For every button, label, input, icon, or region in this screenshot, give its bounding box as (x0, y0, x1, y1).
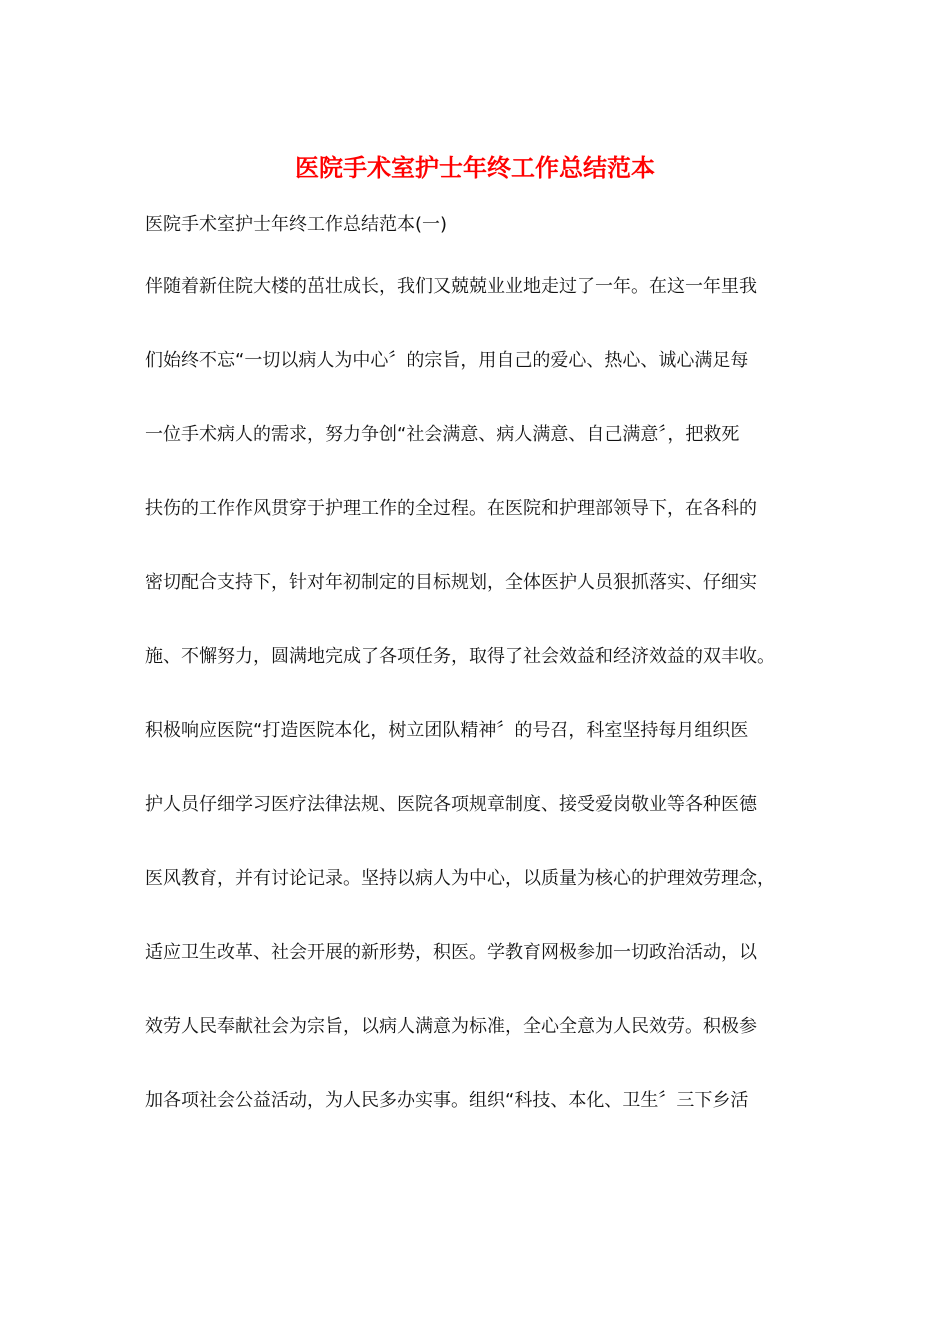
body-line: 积极响应医院“打造医院本化，树立团队精神〞的号召，科室坚持每月组织医 (145, 720, 749, 741)
body-line: 加各项社会公益活动，为人民多办实事。组织“科技、本化、卫生〞三下乡活 (145, 1090, 749, 1111)
body-line: 密切配合支持下，针对年初制定的目标规划，全体医护人员狠抓落实、仔细实 (145, 572, 757, 593)
body-line: 医风教育，并有讨论记录。坚持以病人为中心，以质量为核心的护理效劳理念， (145, 868, 775, 889)
body-line: 一位手术病人的需求，努力争创“社会满意、病人满意、自己满意〞，把救死 (145, 424, 740, 445)
body-line: 护人员仔细学习医疗法律法规、医院各项规章制度、接受爱岗敬业等各种医德 (145, 794, 757, 815)
document-title: 医院手术室护士年终工作总结范本 (295, 153, 655, 182)
body-line: 们始终不忘“一切以病人为中心〞的宗旨，用自己的爱心、热心、诚心满足每 (145, 350, 749, 371)
body-line: 适应卫生改革、社会开展的新形势，积医。学教育网极参加一切政治活动，以 (145, 942, 757, 963)
body-line: 效劳人民奉献社会为宗旨，以病人满意为标准，全心全意为人民效劳。积极参 (145, 1016, 757, 1037)
body-line: 施、不懈努力，圆满地完成了各项任务，取得了社会效益和经济效益的双丰收。 (145, 646, 775, 667)
document-body (145, 270, 815, 1158)
body-line: 伴随着新住院大楼的茁壮成长，我们又兢兢业业地走过了一年。在这一年里我 (145, 276, 757, 297)
body-line: 扶伤的工作作风贯穿于护理工作的全过程。在医院和护理部领导下，在各科的 (145, 498, 757, 519)
document-subtitle: 医院手术室护士年终工作总结范本(一) (145, 214, 448, 235)
